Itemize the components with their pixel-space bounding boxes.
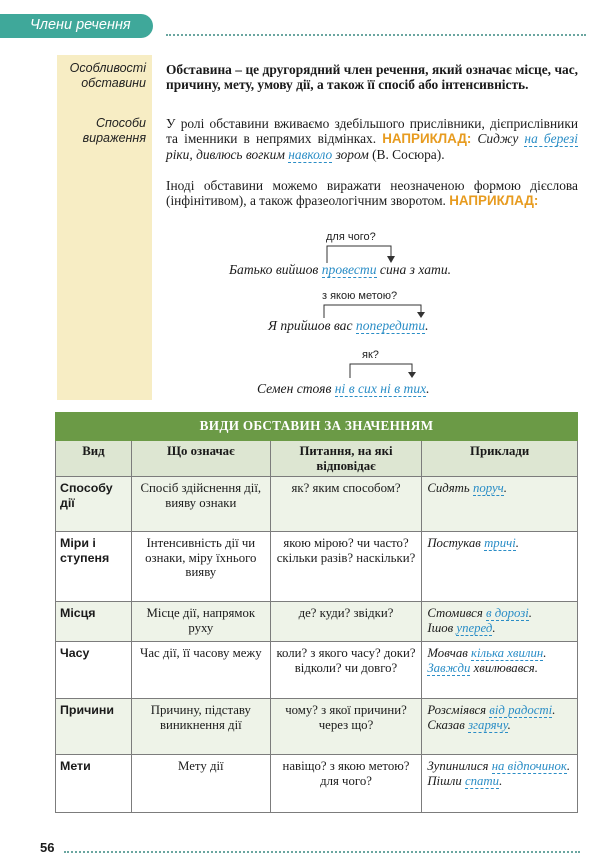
example-1-part-a: Сиджу (477, 131, 525, 147)
example-text: Пішли (427, 773, 465, 788)
row-meaning: Місце дії, напрямок руху (131, 602, 270, 642)
diagram-sentence-3-adverbial: ні в сих ні в тих (334, 381, 427, 396)
diagram-sentence-2 (268, 318, 429, 334)
diagram-question-2: з якою метою? (322, 290, 398, 302)
example-1-part-c: ріки, дивлюсь вогким (166, 146, 289, 162)
row-examples (422, 477, 578, 532)
example-text: . (528, 606, 532, 621)
example-text: Зупинилися (427, 759, 492, 774)
row-examples (422, 699, 578, 755)
example-keyword-2: НАПРИКЛАД: (449, 193, 539, 209)
example-text: . (543, 646, 547, 661)
diagram-question-1: для чого? (326, 231, 376, 243)
diagram-sentence-3 (257, 381, 430, 397)
arrow-line-2 (324, 305, 421, 318)
definition-term: Обставина (166, 62, 232, 77)
example-1-adverbial-a: на березі (524, 131, 578, 147)
row-kind: Причини (56, 699, 132, 755)
row-questions: чому? з якої причини? через що? (270, 699, 422, 755)
row-questions: якою мірою? чи часто? скільки разів? наскільки? (270, 532, 422, 602)
example-text: Постукав (427, 536, 485, 551)
expression-text: У ролі обставини вживаємо здебільшого прислівники, дієприслівники та іменники в непрямих відмінках. (166, 116, 578, 147)
arrow-line-1 (327, 246, 391, 263)
row-questions: навіщо? з якою метою? для чого? (270, 755, 422, 813)
footer-divider (64, 851, 580, 853)
row-examples (422, 532, 578, 602)
example-text: . (492, 620, 496, 635)
example-adverbial: на відпочинок (491, 759, 567, 774)
row-kind: Способу дії (56, 477, 132, 532)
example-text: Стомився (427, 606, 486, 621)
row-meaning: Мету дії (131, 755, 270, 813)
row-kind: Мети (56, 755, 132, 813)
sidebar-features-label: Особливості обставини (69, 61, 146, 90)
example-text: Розсміявся (427, 703, 490, 718)
example-adverbial: тричі (484, 536, 516, 551)
example-text: . (515, 536, 519, 551)
diagram-sentence-1-after: сина з хати. (376, 262, 452, 277)
row-examples (422, 602, 578, 642)
table-header-questions: Питання, на які відповідає (270, 441, 422, 477)
table-row (56, 699, 578, 755)
row-meaning: Інтенсивність дії чи ознаки, міру їхнього вияву (131, 532, 270, 602)
example-text: Сидять (427, 481, 473, 496)
table-title: ВИДИ ОБСТАВИН ЗА ЗНАЧЕННЯМ (56, 413, 578, 441)
question-arrows (0, 0, 600, 410)
sidebar-expression-label: Способи вираження (82, 116, 146, 145)
table-row (56, 602, 578, 642)
table-header-examples: Приклади (422, 441, 578, 477)
section-title: Члени речення (30, 17, 131, 33)
arrow-head-3 (408, 372, 416, 378)
example-adverbial: кілька хвилин (471, 646, 544, 661)
row-meaning: Час дії, її часову межу (131, 642, 270, 699)
diagram-sentence-3-after: . (426, 381, 430, 396)
diagram-sentence-2-adverbial: попередити (355, 318, 426, 333)
table-row (56, 642, 578, 699)
diagram-sentence-2-before: Я прийшов вас (268, 318, 356, 333)
example-text: . (566, 759, 571, 774)
page-number: 56 (40, 840, 55, 855)
table-row (56, 755, 578, 813)
table-header-kind: Вид (56, 441, 132, 477)
example-text: Ішов (427, 620, 457, 635)
definition-text: – це другорядний член речення, який означає місце, час, причину, мету, умову дії, а також її спосіб або інтенсивність. (166, 62, 578, 93)
example-adverbial: поруч (472, 481, 504, 496)
row-questions: де? куди? звідки? (270, 602, 422, 642)
table-row (56, 477, 578, 532)
row-meaning: Спосіб здійснення дії, вияву ознаки (131, 477, 270, 532)
example-adverbial: Завжди (427, 660, 471, 675)
example-adverbial: спати (464, 773, 500, 788)
example-text: . (499, 773, 503, 788)
row-questions: як? яким способом? (270, 477, 422, 532)
diagram-sentence-3-before: Семен стояв (257, 381, 335, 396)
example-text: . (507, 717, 511, 732)
row-examples (422, 755, 578, 813)
row-kind: Міри і ступеня (56, 532, 132, 602)
row-examples (422, 642, 578, 699)
example-adverbial: уперед (456, 620, 493, 635)
diagram-sentence-1-adverbial: провести (321, 262, 377, 277)
example-text: . (552, 703, 556, 718)
example-1-author: (В. Сосюра). (368, 146, 445, 162)
diagram-sentence-1 (229, 262, 451, 278)
row-meaning: Причину, підставу виникнення дії (131, 699, 270, 755)
diagram-question-3: як? (362, 349, 379, 361)
diagram-sentence-1-before: Батько вийшов (229, 262, 322, 277)
example-1-adverbial-b: навколо (288, 146, 333, 162)
example-keyword: НАПРИКЛАД: (382, 131, 472, 147)
row-questions: коли? з якого часу? доки? відколи? чи довго? (270, 642, 422, 699)
row-kind: Часу (56, 642, 132, 699)
diagram-sentence-2-after: . (425, 318, 429, 333)
row-kind: Місця (56, 602, 132, 642)
example-text: . (503, 481, 507, 496)
table-header-meaning: Що означає (131, 441, 270, 477)
adverbial-types-table (55, 412, 578, 813)
expression-text-2: Іноді обставини можемо виражати неозначеною формою дієслова (інфінітивом), а також фразеологічним зворотом. (166, 178, 578, 209)
example-adverbial: згарячу (468, 717, 508, 732)
example-adverbial: в дорозі (485, 606, 529, 621)
example-1-part-e: зором (332, 146, 369, 162)
example-adverbial: від радості (489, 703, 553, 718)
example-text: Мовчав (427, 646, 472, 661)
table-row (56, 532, 578, 602)
arrow-line-3 (350, 364, 412, 378)
example-text: хвилювався. (470, 660, 538, 675)
example-text: Сказав (427, 717, 469, 732)
